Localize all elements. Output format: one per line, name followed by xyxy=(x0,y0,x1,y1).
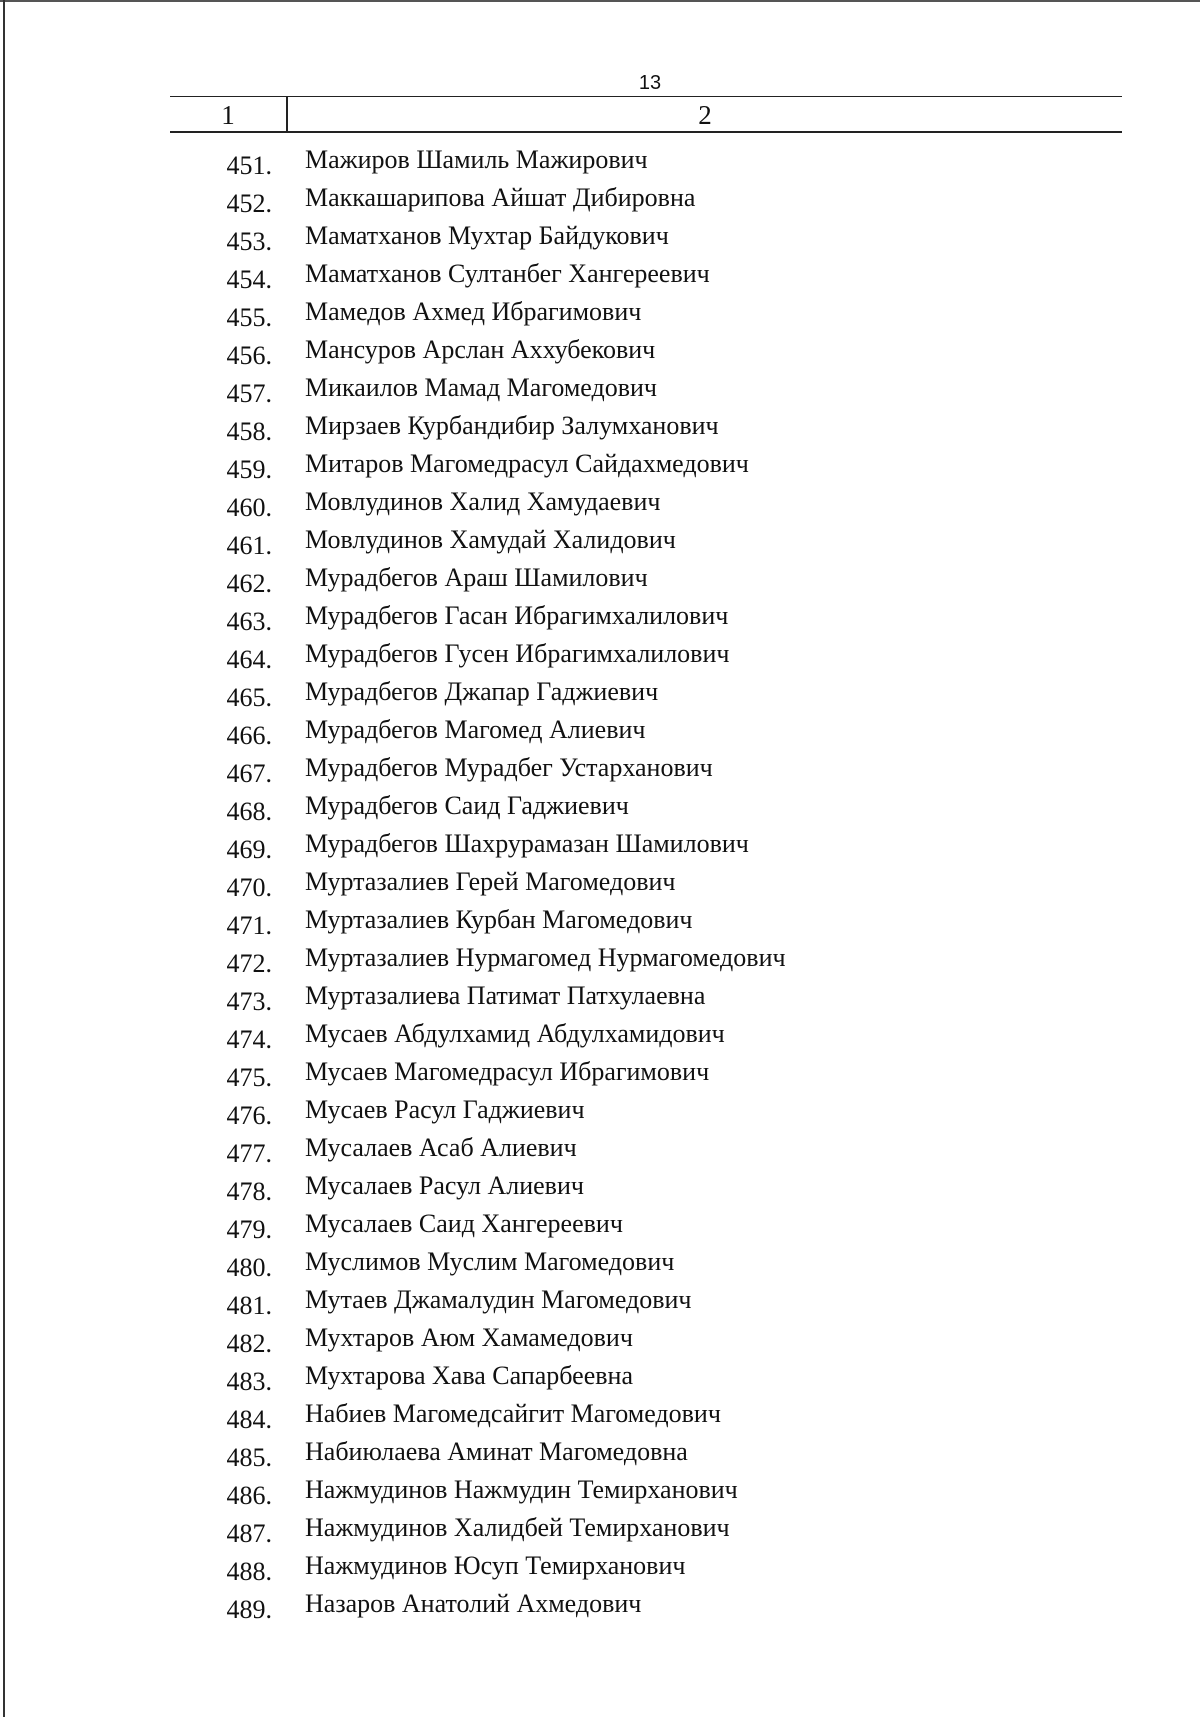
table-row xyxy=(0,145,1200,183)
person-name: Мирзаев Курбандибир Залумханович xyxy=(305,411,719,440)
row-number: 472. xyxy=(226,949,272,978)
person-name: Мусалаев Саид Хангереевич xyxy=(305,1209,623,1238)
table-row xyxy=(0,1171,1200,1209)
row-number: 454. xyxy=(226,265,272,294)
row-number: 471. xyxy=(226,911,272,940)
person-name: Мусалаев Асаб Алиевич xyxy=(305,1133,577,1162)
person-name: Мурадбегов Мурадбег Устарханович xyxy=(305,753,713,782)
table-row xyxy=(0,221,1200,259)
person-name: Набиюлаева Аминат Магомедовна xyxy=(305,1437,688,1466)
row-number: 458. xyxy=(226,417,272,446)
person-name: Маматханов Мухтар Байдукович xyxy=(305,221,669,250)
table-row xyxy=(0,297,1200,335)
scan-border-top xyxy=(0,0,1200,2)
row-number: 480. xyxy=(226,1253,272,1282)
table-row xyxy=(0,1323,1200,1361)
person-name: Мухтарова Хава Сапарбеевна xyxy=(305,1361,633,1390)
table-row xyxy=(0,563,1200,601)
person-name: Муртазалиева Патимат Патхулаевна xyxy=(305,981,706,1010)
person-name: Мовлудинов Хамудай Халидович xyxy=(305,525,676,554)
table-row xyxy=(0,411,1200,449)
table-row xyxy=(0,1095,1200,1133)
person-name: Мурадбегов Джапар Гаджиевич xyxy=(305,677,659,706)
row-number: 453. xyxy=(226,227,272,256)
row-number: 473. xyxy=(226,987,272,1016)
row-number: 465. xyxy=(226,683,272,712)
row-number: 459. xyxy=(226,455,272,484)
row-number: 488. xyxy=(226,1557,272,1586)
row-number: 482. xyxy=(226,1329,272,1358)
row-number: 475. xyxy=(226,1063,272,1092)
person-name: Мусаев Магомедрасул Ибрагимович xyxy=(305,1057,710,1086)
row-number: 452. xyxy=(226,189,272,218)
table-row xyxy=(0,1057,1200,1095)
page-number: 13 xyxy=(638,72,662,94)
row-number: 476. xyxy=(226,1101,272,1130)
person-name: Мамедов Ахмед Ибрагимович xyxy=(305,297,642,326)
person-name: Мутаев Джамалудин Магомедович xyxy=(305,1285,692,1314)
person-name: Мусаев Абдулхамид Абдулхамидович xyxy=(305,1019,725,1048)
table-header-rule-bottom xyxy=(170,131,1122,133)
row-number: 468. xyxy=(226,797,272,826)
table-row xyxy=(0,753,1200,791)
person-name: Мурадбегов Гасан Ибрагимхалилович xyxy=(305,601,729,630)
table-row xyxy=(0,1589,1200,1627)
row-number: 489. xyxy=(226,1595,272,1624)
person-name: Муртазалиев Герей Магомедович xyxy=(305,867,676,896)
person-name: Муслимов Муслим Магомедович xyxy=(305,1247,675,1276)
row-number: 456. xyxy=(226,341,272,370)
row-number: 451. xyxy=(226,151,272,180)
table-row xyxy=(0,1133,1200,1171)
person-name: Нажмудинов Юсуп Темирханович xyxy=(305,1551,686,1580)
table-row xyxy=(0,1399,1200,1437)
row-number: 466. xyxy=(226,721,272,750)
row-number: 479. xyxy=(226,1215,272,1244)
table-row xyxy=(0,1437,1200,1475)
name-list xyxy=(0,145,1200,1627)
table-header-col-2: 2 xyxy=(698,100,712,130)
table-row xyxy=(0,791,1200,829)
table-row xyxy=(0,981,1200,1019)
table-row xyxy=(0,639,1200,677)
table-row xyxy=(0,487,1200,525)
table-row xyxy=(0,449,1200,487)
table-row xyxy=(0,1513,1200,1551)
table-row xyxy=(0,1209,1200,1247)
person-name: Маматханов Султанбег Хангереевич xyxy=(305,259,710,288)
table-header-rule-top xyxy=(170,96,1122,97)
person-name: Мурадбегов Магомед Алиевич xyxy=(305,715,646,744)
table-row xyxy=(0,601,1200,639)
row-number: 485. xyxy=(226,1443,272,1472)
person-name: Назаров Анатолий Ахмедович xyxy=(305,1589,642,1618)
person-name: Мурадбегов Саид Гаджиевич xyxy=(305,791,629,820)
person-name: Муртазалиев Нурмагомед Нурмагомедович xyxy=(305,943,786,972)
row-number: 469. xyxy=(226,835,272,864)
person-name: Мовлудинов Халид Хамудаевич xyxy=(305,487,661,516)
table-row xyxy=(0,867,1200,905)
table-row xyxy=(0,829,1200,867)
person-name: Нажмудинов Халидбей Темирханович xyxy=(305,1513,730,1542)
table-header-col-1: 1 xyxy=(221,100,235,130)
table-row xyxy=(0,1551,1200,1589)
table-row xyxy=(0,335,1200,373)
table-row xyxy=(0,943,1200,981)
person-name: Мажиров Шамиль Мажирович xyxy=(305,145,648,174)
table-row xyxy=(0,1247,1200,1285)
row-number: 470. xyxy=(226,873,272,902)
table-row xyxy=(0,1475,1200,1513)
row-number: 478. xyxy=(226,1177,272,1206)
person-name: Нажмудинов Нажмудин Темирханович xyxy=(305,1475,738,1504)
row-number: 483. xyxy=(226,1367,272,1396)
row-number: 467. xyxy=(226,759,272,788)
person-name: Набиев Магомедсайгит Магомедович xyxy=(305,1399,721,1428)
row-number: 461. xyxy=(226,531,272,560)
person-name: Мусаев Расул Гаджиевич xyxy=(305,1095,585,1124)
row-number: 487. xyxy=(226,1519,272,1548)
person-name: Микаилов Мамад Магомедович xyxy=(305,373,658,402)
person-name: Мурадбегов Шахрурамазан Шамилович xyxy=(305,829,749,858)
person-name: Мансуров Арслан Аххубекович xyxy=(305,335,656,364)
row-number: 481. xyxy=(226,1291,272,1320)
table-row xyxy=(0,183,1200,221)
table-row xyxy=(0,259,1200,297)
table-row xyxy=(0,1285,1200,1323)
person-name: Мурадбегов Араш Шамилович xyxy=(305,563,648,592)
row-number: 457. xyxy=(226,379,272,408)
person-name: Мухтаров Аюм Хамамедович xyxy=(305,1323,633,1352)
table-row xyxy=(0,525,1200,563)
table-row xyxy=(0,1019,1200,1057)
person-name: Митаров Магомедрасул Сайдахмедович xyxy=(305,449,749,478)
person-name: Маккашарипова Айшат Дибировна xyxy=(305,183,696,212)
person-name: Муртазалиев Курбан Магомедович xyxy=(305,905,693,934)
table-row xyxy=(0,715,1200,753)
row-number: 460. xyxy=(226,493,272,522)
row-number: 484. xyxy=(226,1405,272,1434)
row-number: 464. xyxy=(226,645,272,674)
table-row xyxy=(0,905,1200,943)
row-number: 486. xyxy=(226,1481,272,1510)
row-number: 463. xyxy=(226,607,272,636)
row-number: 477. xyxy=(226,1139,272,1168)
table-row xyxy=(0,1361,1200,1399)
row-number: 474. xyxy=(226,1025,272,1054)
table-row xyxy=(0,373,1200,411)
person-name: Мусалаев Расул Алиевич xyxy=(305,1171,584,1200)
person-name: Мурадбегов Гусен Ибрагимхалилович xyxy=(305,639,730,668)
row-number: 462. xyxy=(226,569,272,598)
table-row xyxy=(0,677,1200,715)
row-number: 455. xyxy=(226,303,272,332)
